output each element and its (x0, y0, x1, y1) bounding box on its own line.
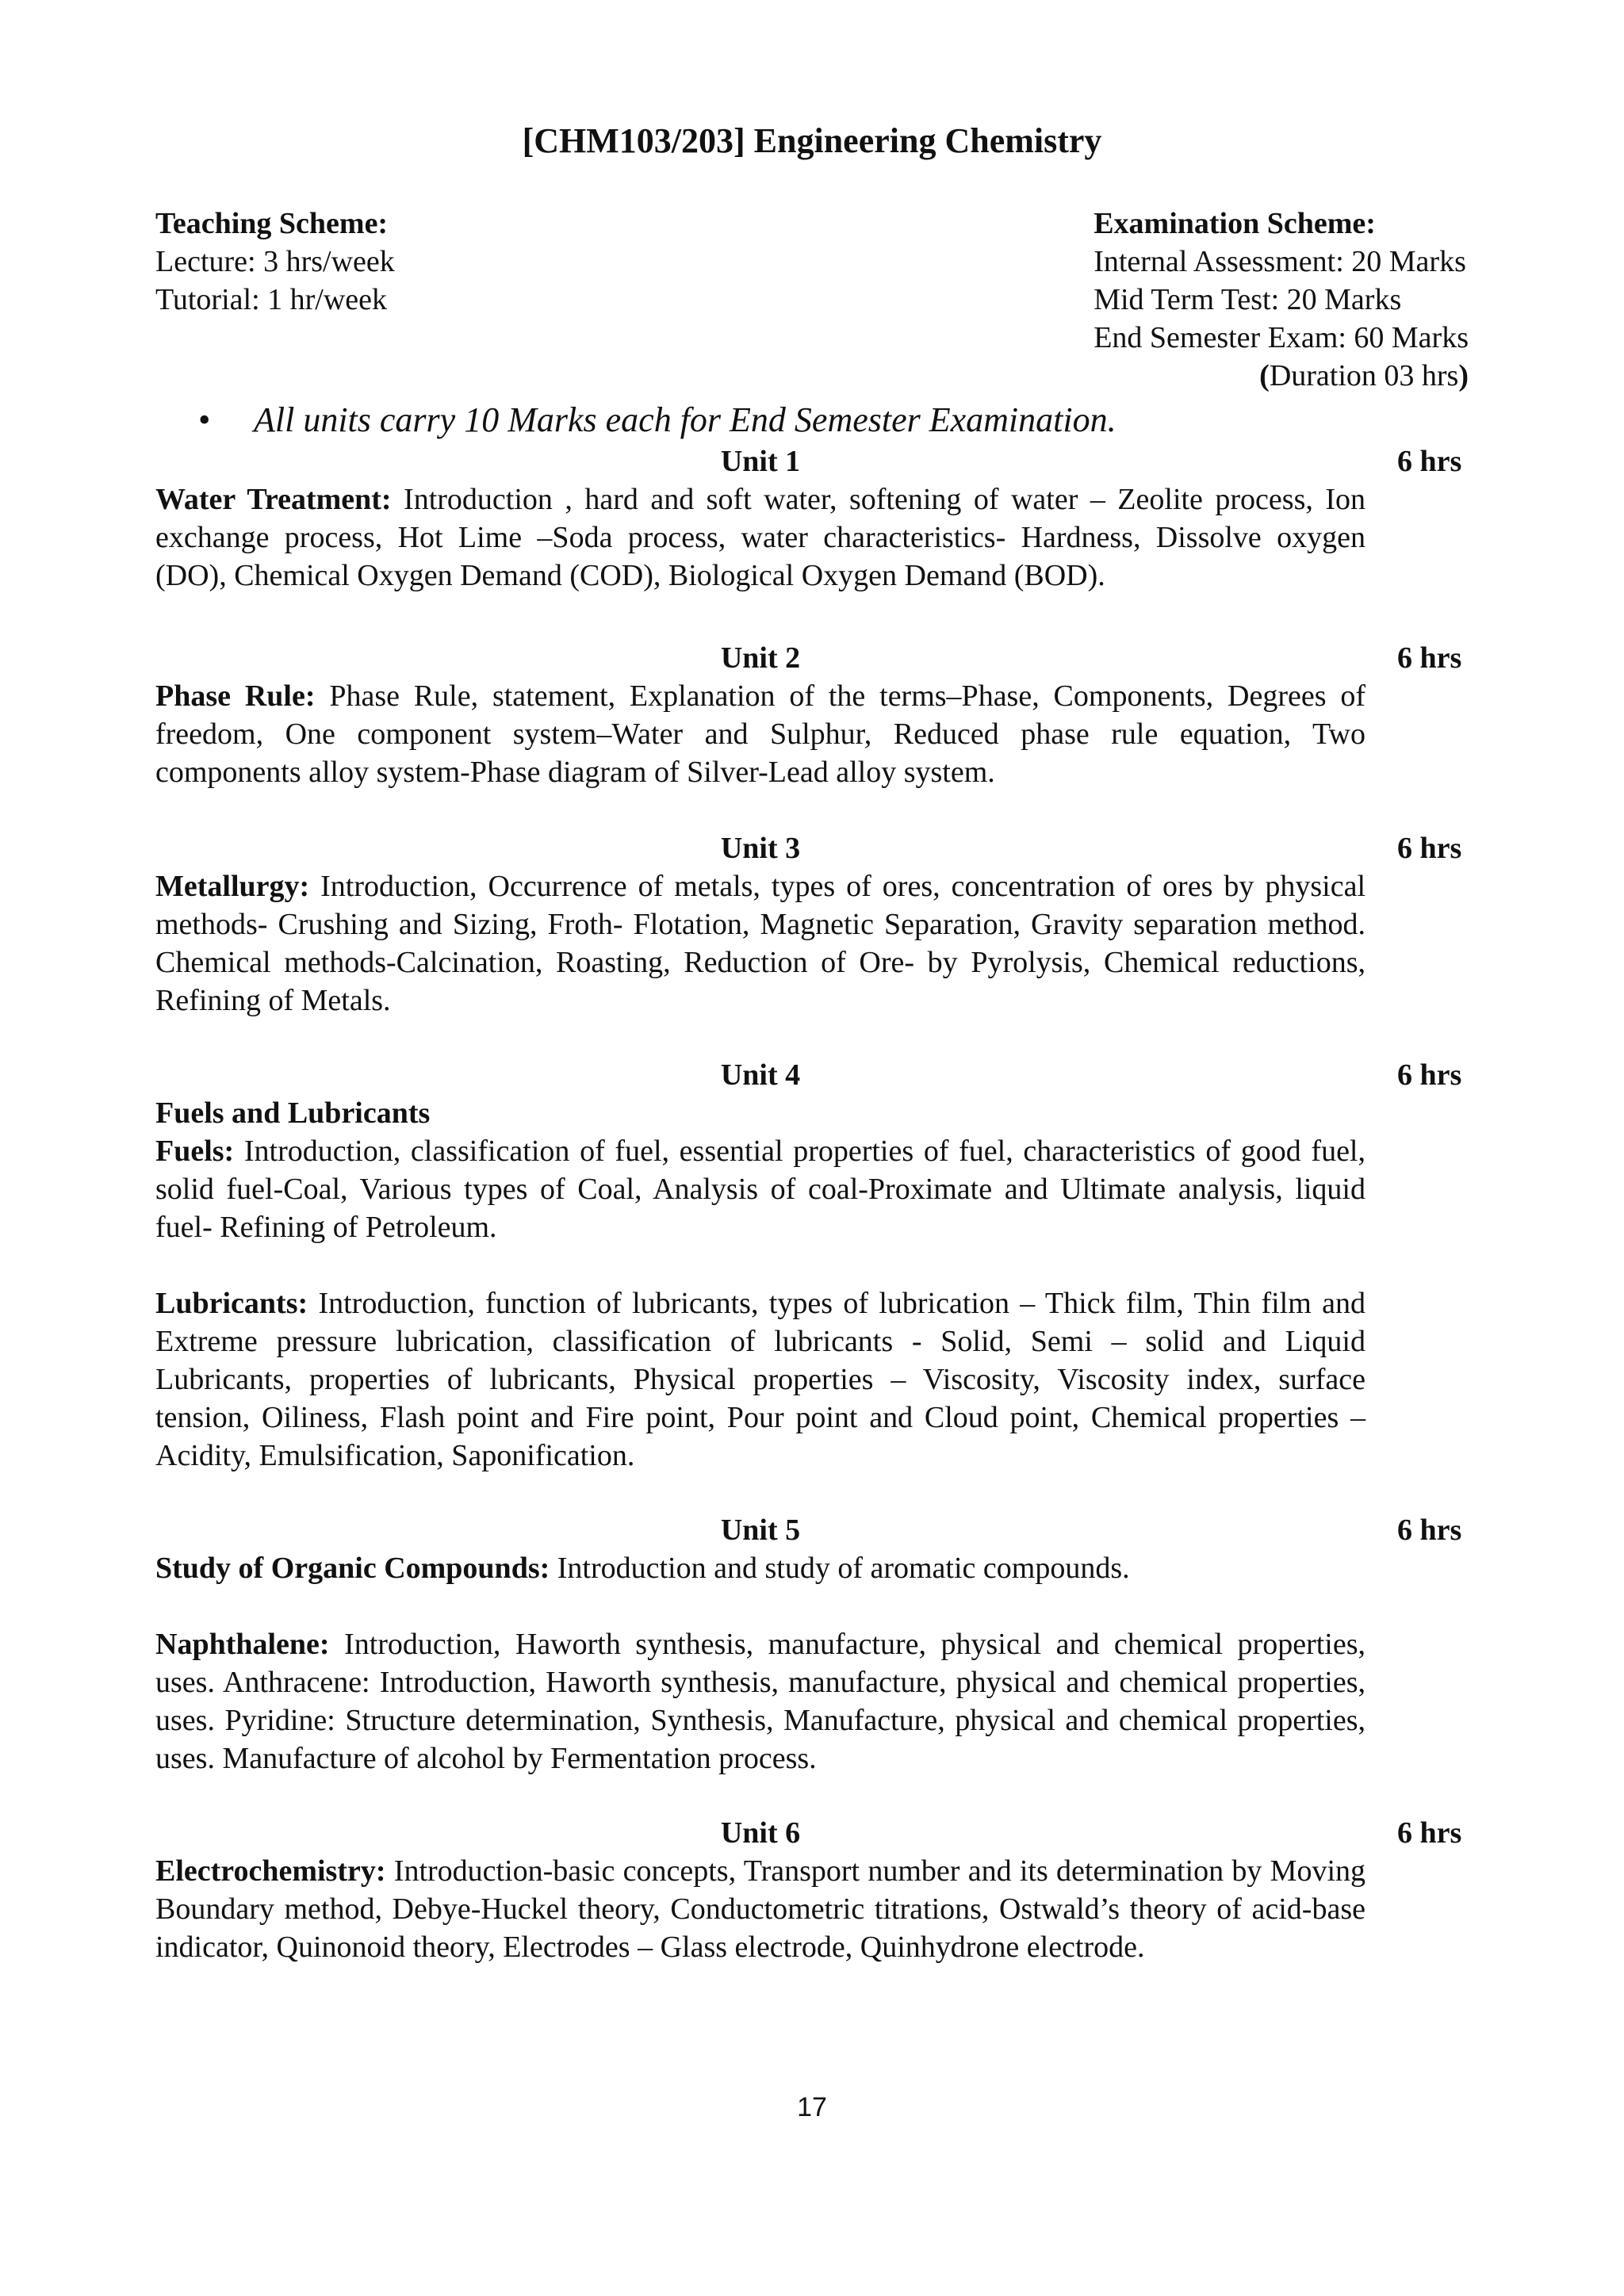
unit-description-2 (155, 1625, 1365, 1777)
unit-title: Unit 4 (720, 1058, 801, 1092)
teaching-scheme-heading: Teaching Scheme: (155, 207, 389, 240)
unit-2 (155, 639, 1462, 791)
unit-title: Unit 6 (720, 1816, 801, 1850)
topic-text: Introduction and study of aromatic compounds. (550, 1552, 1130, 1585)
tutorial-hours: Tutorial: 1 hr/week (155, 283, 388, 316)
marks-note-text: All units carry 10 Marks each for End Semester Examination. (254, 400, 1116, 439)
unit-description (155, 480, 1365, 595)
teaching-scheme (155, 205, 395, 319)
exam-duration (1094, 357, 1469, 395)
unit-description (155, 677, 1365, 791)
topic-text: Introduction, Occurrence of metals, types of ores, concentration of ores by physical methods- Crushing and Sizing, Froth- Flotation, Magnetic Separation, Gravity separation method. Chemical methods-Calcination, Roasting, Reduction of Ore- by Pyrolysis, Chemical reductions, Refining of Metals. (155, 870, 1365, 1017)
examination-scheme-heading: Examination Scheme: (1094, 207, 1376, 240)
unit-hours: 6 hrs (1397, 1513, 1462, 1547)
unit-description-2 (155, 1284, 1365, 1475)
unit-hours: 6 hrs (1397, 1816, 1462, 1850)
unit-title: Unit 1 (720, 445, 801, 478)
lecture-hours: Lecture: 3 hrs/week (155, 245, 395, 278)
topic-heading: Fuels: (155, 1135, 235, 1168)
topic-heading: Water Treatment: (155, 483, 392, 516)
unit-4 (155, 1056, 1462, 1475)
mid-term-test: Mid Term Test: 20 Marks (1094, 283, 1402, 316)
unit-title: Unit 2 (720, 641, 801, 675)
topic-text: Introduction-basic concepts, Transport number and its determination by Moving Boundary method, Debye-Huckel theory, Conductometric titrations, Ostwald’s theory of acid-base indicator, Quinonoid theory, Electrodes – Glass electrode, Quinhydrone electrode. (155, 1854, 1365, 1964)
bullet-icon: • (198, 400, 211, 439)
topic-heading: Electrochemistry: (155, 1854, 386, 1888)
unit-subheading: Fuels and Lubricants (155, 1096, 431, 1130)
unit-description (155, 1132, 1365, 1246)
topic-heading: Phase Rule: (155, 679, 316, 713)
end-semester-exam: End Semester Exam: 60 Marks (1094, 321, 1469, 354)
examination-scheme (1094, 205, 1469, 395)
topic-text: Introduction, function of lubricants, types of lubrication – Thick film, Thin film and Extreme pressure lubrication, classification of lubricants - Solid, Semi – solid and Liquid Lubricants, properties of lubricants, Physical properties – Viscosity, Viscosity index, surface tension, Oiliness, Flash point and Fire point, Pour point and Cloud point, Chemical properties – Acidity, Emulsification, Saponification. (155, 1287, 1365, 1472)
topic-heading: Naphthalene: (155, 1628, 330, 1661)
unit-hours: 6 hrs (1397, 445, 1462, 478)
topic-text: Introduction , hard and soft water, softening of water – Zeolite process, Ion exchange process, Hot Lime –Soda process, water characteristics- Hardness, Dissolve oxygen (DO), Chemical Oxygen Demand (COD), Biological Oxygen Demand (BOD). (155, 483, 1365, 592)
unit-title: Unit 5 (720, 1513, 801, 1547)
topic-heading: Lubricants: (155, 1287, 308, 1320)
unit-hours: 6 hrs (1397, 1058, 1462, 1092)
unit-description (155, 1549, 1365, 1587)
unit-5 (155, 1511, 1462, 1777)
unit-1 (155, 442, 1462, 595)
topic-text: Phase Rule, statement, Explanation of the terms–Phase, Components, Degrees of freedom, One component system–Water and Sulphur, Reduced phase rule equation, Two components alloy system-Phase diagram of Silver-Lead alloy system. (155, 679, 1365, 789)
topic-heading: Metallurgy: (155, 870, 310, 903)
unit-description (155, 867, 1365, 1020)
page-title: [CHM103/203] Engineering Chemistry (522, 121, 1102, 160)
unit-title: Unit 3 (720, 832, 801, 865)
topic-heading: Study of Organic Compounds: (155, 1552, 550, 1585)
unit-hours: 6 hrs (1397, 832, 1462, 865)
topic-text: Introduction, Haworth synthesis, manufacture, physical and chemical properties, uses. Anthracene: Introduction, Haworth synthesis, manufacture, physical and chemical properties, uses. Pyridine: Structure determination, Synthesis, Manufacture, physical and chemical properties, uses. Manufacture of alcohol by Fermentation process. (155, 1628, 1365, 1775)
internal-assessment: Internal Assessment: 20 Marks (1094, 245, 1466, 278)
unit-hours: 6 hrs (1397, 641, 1462, 675)
page-number: 17 (797, 2092, 827, 2122)
duration-open-paren: ( (1259, 359, 1270, 392)
unit-6 (155, 1814, 1462, 1966)
unit-description (155, 1852, 1365, 1966)
unit-3 (155, 829, 1462, 1020)
topic-text: Introduction, classification of fuel, essential properties of fuel, characteristics of good fuel, solid fuel-Coal, Various types of Coal, Analysis of coal-Proximate and Ultimate analysis, liquid fuel- Refining of Petroleum. (155, 1135, 1365, 1244)
duration-close-paren: ) (1458, 359, 1469, 392)
duration-text: Duration 03 hrs (1269, 359, 1459, 392)
